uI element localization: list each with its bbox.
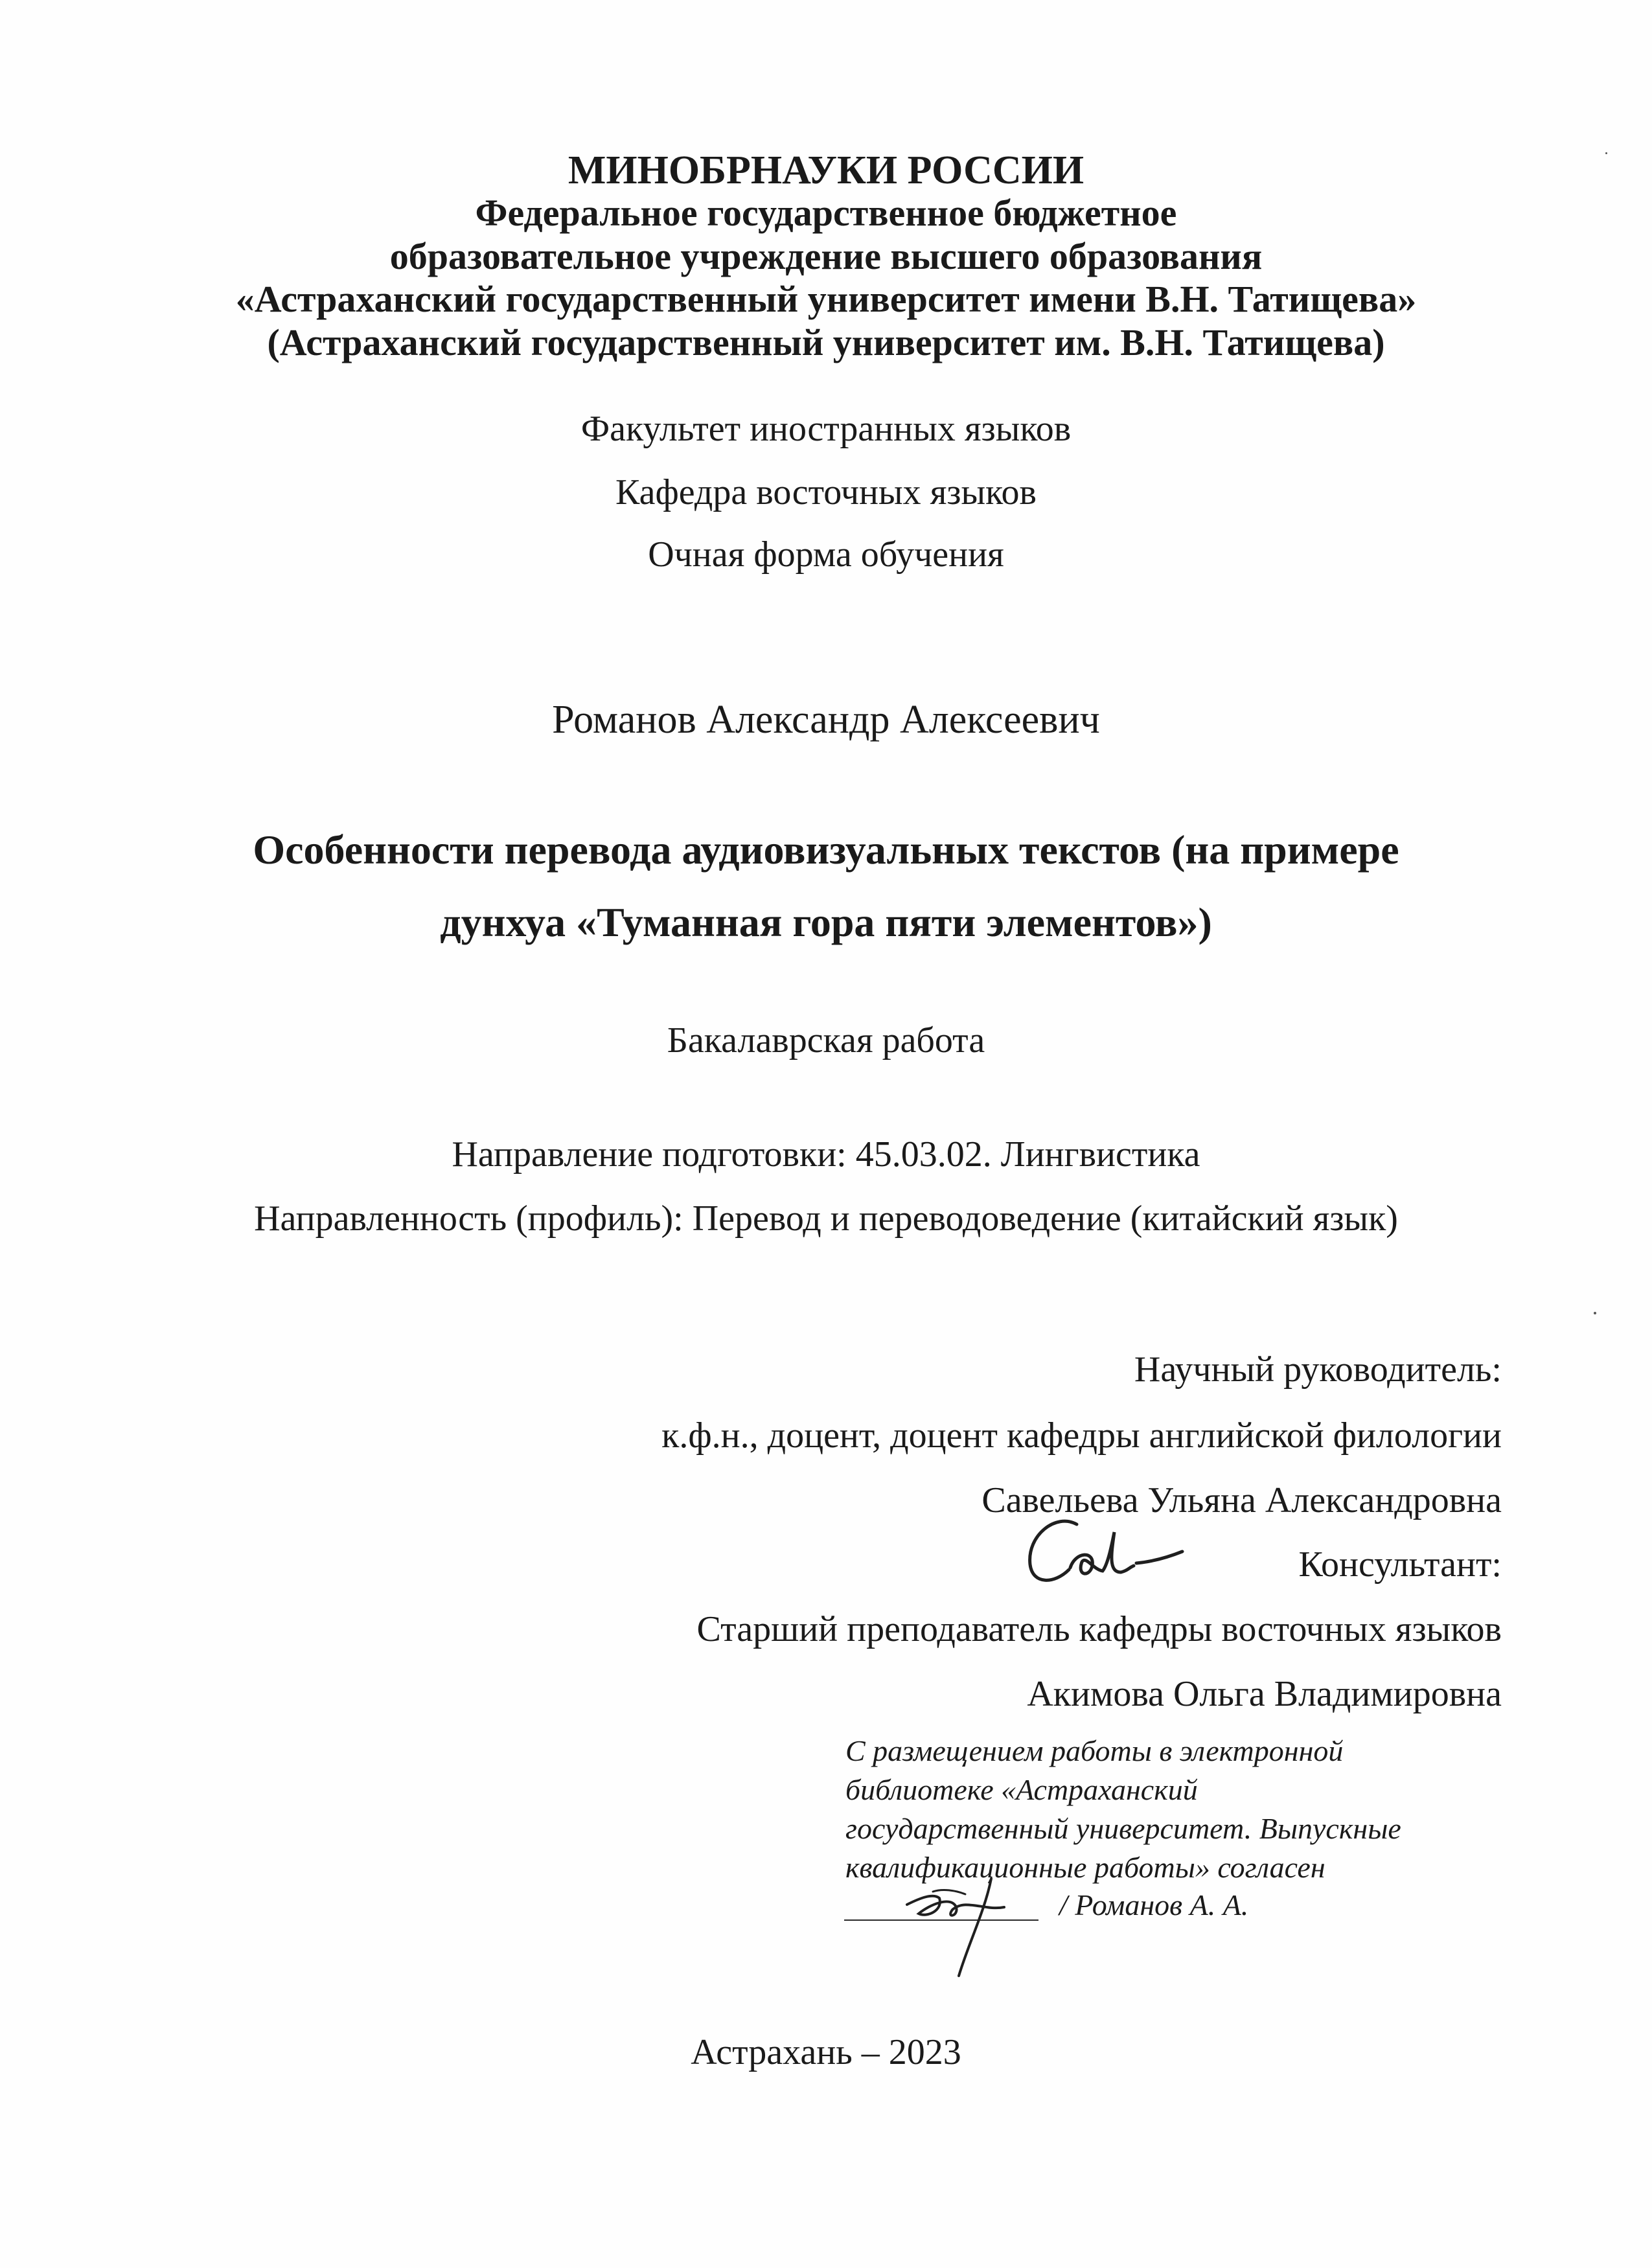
scan-speck bbox=[1594, 1312, 1596, 1314]
supervisor-signature bbox=[1017, 1513, 1192, 1597]
faculty: Факультет иностранных языков bbox=[580, 409, 1072, 449]
consent-line-2: библиотеке «Астраханский bbox=[845, 1773, 1198, 1806]
consultant-heading: Консультант: bbox=[1298, 1544, 1502, 1585]
training-profile: Направленность (профиль): Перевод и переводоведение (китайский язык) bbox=[254, 1198, 1398, 1239]
student-signature bbox=[894, 1853, 1050, 1982]
author-name: Романов Александр Алексеевич bbox=[552, 698, 1100, 742]
training-direction: Направление подготовки: 45.03.02. Лингвистика bbox=[452, 1134, 1200, 1174]
scan-speck bbox=[1605, 152, 1607, 154]
thesis-title-line-1: Особенности перевода аудиовизуальных текстов (на примере bbox=[253, 827, 1399, 873]
consent-line-1: С размещением работы в электронной bbox=[845, 1734, 1344, 1767]
org-line-1: Федеральное государственное бюджетное bbox=[475, 192, 1177, 234]
org-line-3: «Астраханский государственный университет имени В.Н. Татищева» bbox=[235, 278, 1417, 320]
study-form: Очная форма обучения bbox=[648, 534, 1004, 575]
consent-line-3: государственный университет. Выпускные bbox=[845, 1812, 1401, 1845]
consent-line-4: квалификационные работы» согласен bbox=[845, 1851, 1325, 1884]
ministry-heading: МИНОБРНАУКИ РОССИИ bbox=[568, 148, 1084, 192]
org-line-4: (Астраханский государственный университет им. В.Н. Татищева) bbox=[267, 321, 1385, 363]
consultant-position: Старший преподаватель кафедры восточных языков bbox=[696, 1609, 1502, 1649]
supervisor-position: к.ф.н., доцент, доцент кафедры английской филологии bbox=[661, 1415, 1502, 1456]
consent-signer: / Романов А. А. bbox=[1059, 1888, 1249, 1921]
org-line-2: образовательное учреждение высшего образования bbox=[389, 235, 1263, 277]
department: Кафедра восточных языков bbox=[615, 472, 1037, 512]
supervisor-name: Савельева Ульяна Александровна bbox=[981, 1480, 1502, 1520]
work-type: Бакалаврская работа bbox=[667, 1020, 985, 1060]
supervisor-heading: Научный руководитель: bbox=[1134, 1349, 1502, 1390]
thesis-title-line-2: дунхуа «Туманная гора пяти элементов») bbox=[440, 899, 1212, 945]
consultant-name: Акимова Ольга Владимировна bbox=[1027, 1674, 1502, 1714]
city-year: Астрахань – 2023 bbox=[691, 2032, 961, 2072]
